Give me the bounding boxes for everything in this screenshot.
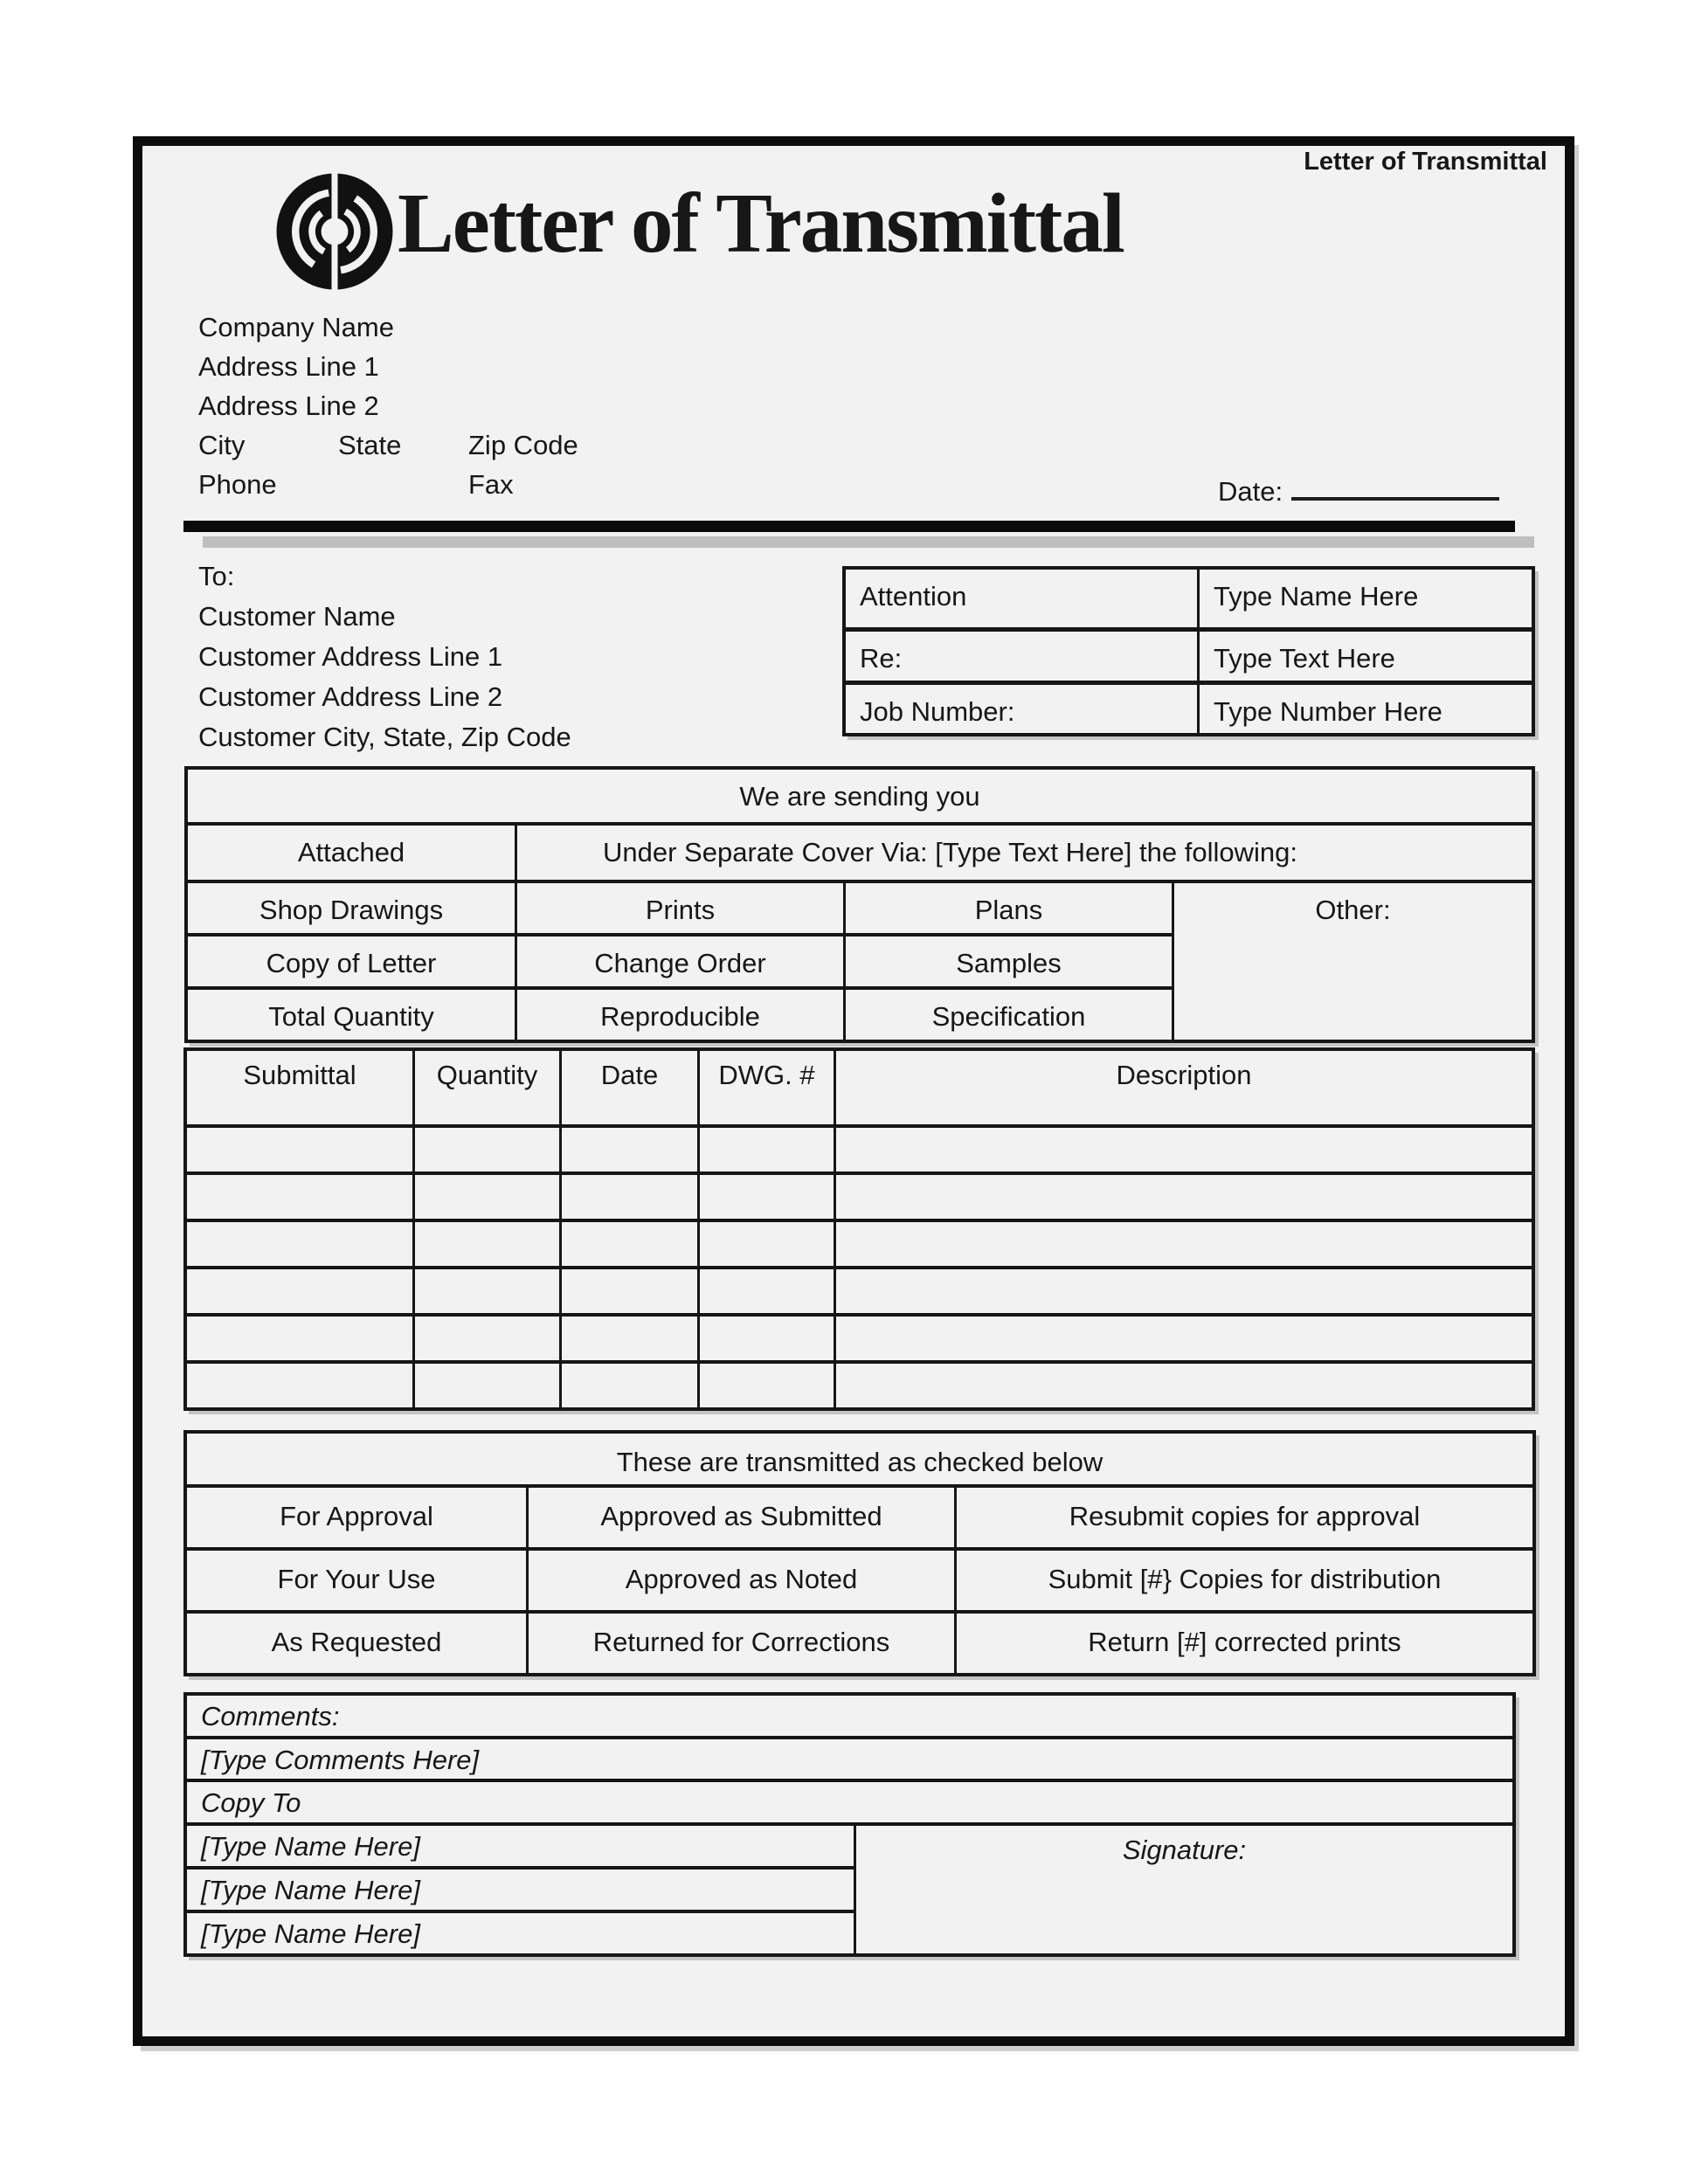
submittal-cell[interactable] [834, 1360, 1532, 1407]
column-header-date: Date [559, 1051, 697, 1124]
attention-label: Attention [860, 581, 967, 612]
date-label: Date: [1218, 476, 1283, 507]
recipient-block [198, 556, 571, 757]
submittal-cell[interactable] [697, 1171, 834, 1219]
company-zip[interactable]: Zip Code [468, 430, 578, 460]
company-fax[interactable]: Fax [468, 469, 514, 500]
company-info-block [198, 312, 810, 508]
document-page [133, 136, 1574, 2046]
job-number-value[interactable]: Type Number Here [1197, 681, 1532, 733]
company-name[interactable]: Company Name [198, 312, 394, 342]
re-label: Re: [846, 627, 1197, 681]
reference-table [842, 566, 1535, 736]
submittal-cell[interactable] [697, 1313, 834, 1360]
company-phone[interactable]: Phone [198, 469, 277, 500]
option-total-quantity[interactable]: Total Quantity [188, 986, 515, 1040]
submittal-cell[interactable] [412, 1219, 559, 1266]
comments-label: Comments: [201, 1701, 340, 1731]
submittal-cell[interactable] [412, 1313, 559, 1360]
submittal-cell[interactable] [559, 1360, 697, 1407]
job-number-label: Job Number: [846, 681, 1197, 733]
comments-input[interactable]: [Type Comments Here] [187, 1736, 1512, 1779]
sending-title: We are sending you [739, 781, 980, 812]
header-divider [183, 521, 1515, 532]
submittal-cell[interactable] [559, 1219, 697, 1266]
option-plans[interactable]: Plans [843, 880, 1172, 933]
customer-name[interactable]: Customer Name [198, 601, 396, 632]
copy-to-name-2[interactable]: [Type Name Here] [187, 1866, 854, 1910]
copy-to-name-3[interactable]: [Type Name Here] [187, 1910, 854, 1953]
option-specification[interactable]: Specification [843, 986, 1172, 1040]
company-address-line-1[interactable]: Address Line 1 [198, 351, 379, 382]
submittal-cell[interactable] [834, 1266, 1532, 1313]
option-approved-as-noted[interactable]: Approved as Noted [526, 1547, 954, 1610]
submittal-cell[interactable] [697, 1219, 834, 1266]
submittal-cell[interactable] [559, 1171, 697, 1219]
submittal-cell[interactable] [187, 1313, 412, 1360]
option-as-requested[interactable]: As Requested [187, 1610, 526, 1673]
option-samples[interactable]: Samples [843, 933, 1172, 986]
copy-to-name-1[interactable]: [Type Name Here] [187, 1822, 854, 1866]
column-header-description: Description [834, 1051, 1532, 1124]
corner-label: Letter of Transmittal [1304, 148, 1547, 176]
option-for-your-use[interactable]: For Your Use [187, 1547, 526, 1610]
submittal-cell[interactable] [559, 1124, 697, 1171]
submittal-cell[interactable] [187, 1124, 412, 1171]
submittal-cell[interactable] [559, 1266, 697, 1313]
submittal-cell[interactable] [559, 1313, 697, 1360]
submittal-cell[interactable] [834, 1171, 1532, 1219]
submittal-cell[interactable] [187, 1266, 412, 1313]
company-city[interactable]: City [198, 430, 246, 460]
to-label: To: [198, 561, 235, 591]
submittal-cell[interactable] [187, 1219, 412, 1266]
option-other[interactable]: Other: [1172, 880, 1532, 1040]
submittal-cell[interactable] [412, 1171, 559, 1219]
option-reproducible[interactable]: Reproducible [515, 986, 843, 1040]
re-value[interactable]: Type Text Here [1197, 627, 1532, 681]
option-for-approval[interactable]: For Approval [187, 1484, 526, 1547]
submittal-cell[interactable] [697, 1124, 834, 1171]
option-change-order[interactable]: Change Order [515, 933, 843, 986]
customer-city-state-zip[interactable]: Customer City, State, Zip Code [198, 722, 571, 752]
column-header-quantity: Quantity [412, 1051, 559, 1124]
option-return-corrected-prints[interactable]: Return [#] corrected prints [954, 1610, 1532, 1673]
column-header-submittal: Submittal [243, 1060, 356, 1090]
company-logo-icon [273, 165, 396, 298]
customer-address-line-2[interactable]: Customer Address Line 2 [198, 681, 503, 712]
copy-to-label: Copy To [187, 1779, 1512, 1822]
submittal-cell[interactable] [412, 1360, 559, 1407]
submittal-cell[interactable] [834, 1313, 1532, 1360]
option-copy-of-letter[interactable]: Copy of Letter [188, 933, 515, 986]
company-phone-fax [198, 469, 810, 508]
submittal-cell[interactable] [412, 1266, 559, 1313]
date-field [1218, 471, 1499, 508]
option-submit-copies[interactable]: Submit [#} Copies for distribution [954, 1547, 1532, 1610]
customer-address-line-1[interactable]: Customer Address Line 1 [198, 641, 503, 672]
submittal-cell[interactable] [834, 1219, 1532, 1266]
option-returned-for-corrections[interactable]: Returned for Corrections [526, 1610, 954, 1673]
option-attached[interactable]: Attached [188, 822, 515, 880]
option-prints[interactable]: Prints [515, 880, 843, 933]
option-shop-drawings[interactable]: Shop Drawings [188, 880, 515, 933]
submittal-cell[interactable] [697, 1266, 834, 1313]
transmitted-table [183, 1430, 1536, 1676]
submittal-cell[interactable] [697, 1360, 834, 1407]
option-resubmit-copies[interactable]: Resubmit copies for approval [954, 1484, 1532, 1547]
date-input-line[interactable] [1291, 471, 1499, 501]
separate-cover-text[interactable]: Under Separate Cover Via: [Type Text Here] the following: [515, 822, 1532, 880]
submittal-cell[interactable] [834, 1124, 1532, 1171]
page-title: Letter of Transmittal [398, 176, 1124, 270]
company-address-line-2[interactable]: Address Line 2 [198, 390, 379, 421]
option-approved-as-submitted[interactable]: Approved as Submitted [526, 1484, 954, 1547]
attention-value[interactable]: Type Name Here [1197, 570, 1532, 627]
sending-table [184, 766, 1535, 1043]
transmitted-title: These are transmitted as checked below [616, 1447, 1103, 1477]
submittal-cell[interactable] [187, 1360, 412, 1407]
submittal-cell[interactable] [412, 1124, 559, 1171]
company-state[interactable]: State [338, 430, 402, 460]
submittal-table [183, 1047, 1535, 1411]
submittal-cell[interactable] [187, 1171, 412, 1219]
company-city-state-zip [198, 430, 810, 469]
comments-table [183, 1692, 1516, 1957]
column-header-dwg: DWG. # [697, 1051, 834, 1124]
signature-label[interactable]: Signature: [854, 1822, 1512, 1953]
